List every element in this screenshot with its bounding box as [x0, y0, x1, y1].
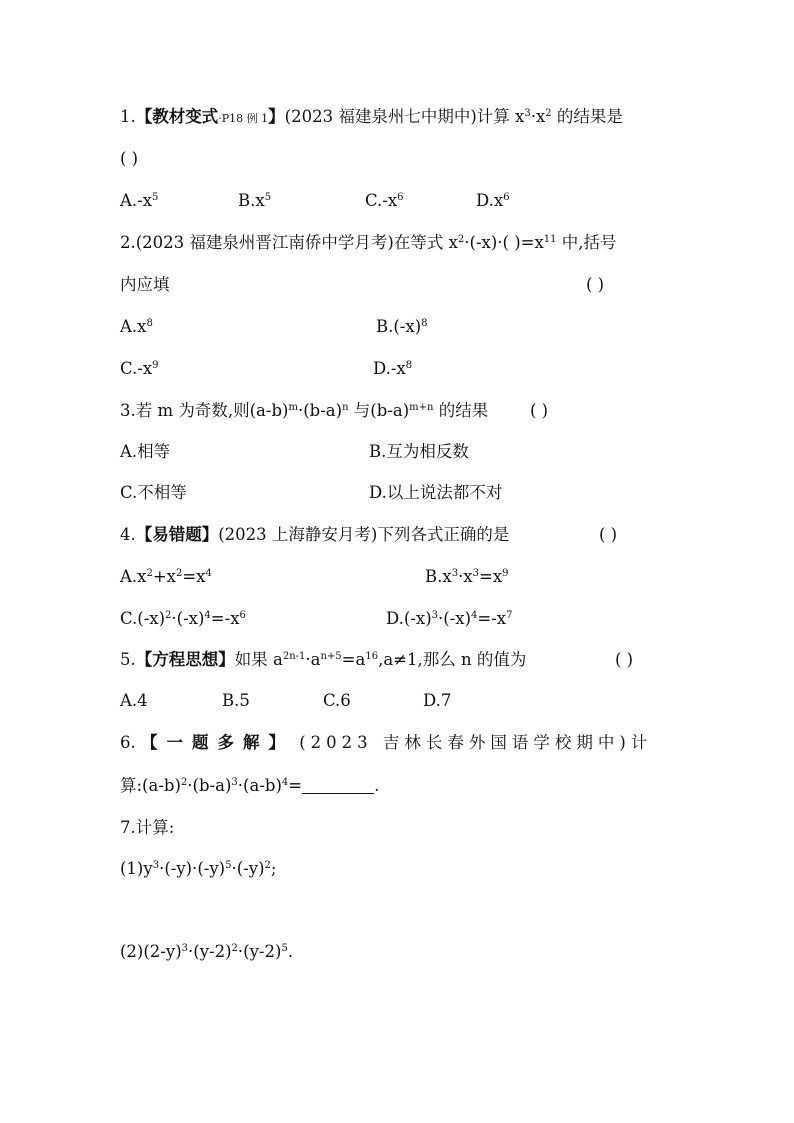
q7-part-1: $(1)y^3\cdot(-y)\cdot(-y)^5\cdot(-y)^2$; [120, 859, 277, 878]
q6-expression-line: 算$:(a-b)^2\cdot(b-a)^3\cdot(a-b)^4=$ . [120, 776, 380, 795]
question-2-stem: 2.(2023 福建泉州晋江南侨中学月考)在等式 $x^2\cdot(-x)\cdot$( )$=x^{11}$ 中,括号 [120, 233, 617, 252]
q5-option-b: B.5 [222, 691, 250, 710]
q7-part-2: $(2)(2-y)^3\cdot(y-2)^2\cdot(y-2)^5$. [120, 942, 294, 961]
q5-option-d: D.7 [423, 691, 452, 710]
q1-option-a: $A.-x^5$ [120, 191, 159, 210]
q4-option-d: $D.(-x)^3\cdot(-x)^4=-x^7$ [386, 609, 513, 628]
question-5-stem: 5.【方程思想】如果 $a^{2n-1}\cdot a^{n+5}=a^{16},a\ne 1$,那么 n 的值为 [120, 650, 527, 669]
q4-option-a: $A.x^2+x^2=x^4$ [120, 567, 212, 586]
q4-answer-paren: ( ) [599, 525, 618, 544]
q3-option-a: A.相等 [120, 442, 171, 461]
q5-option-a: A.4 [120, 691, 148, 710]
q2-option-c: $C.-x^9$ [120, 359, 159, 378]
q1-option-c: $C.-x^6$ [365, 191, 404, 210]
question-1-stem: 1.【教材变式·P18 例 1】(2023 福建泉州七中期中)计算 $x^3\cdot x^2$ 的结果是 [120, 107, 623, 126]
q1-answer-paren: ( ) [120, 149, 139, 168]
question-3-stem: 3.若 m 为奇数,则$(a-b)^m\cdot(b-a)^n$ 与$(b-a)^{m+n}$ 的结果 [120, 401, 489, 420]
question-7-title: 7.计算: [120, 818, 175, 837]
q6-answer-blank[interactable] [302, 779, 374, 794]
q2-stem-line2: 内应填 [120, 275, 170, 294]
question-4-stem: 4.【易错题】(2023 上海静安月考)下列各式正确的是 [120, 525, 510, 544]
q1-option-d: $D.x^6$ [476, 191, 510, 210]
q1-tag: 【教材变式·P18 例 1】 [135, 107, 285, 126]
q3-option-c: C.不相等 [120, 483, 187, 502]
q5-answer-paren: ( ) [615, 650, 634, 669]
q3-option-b: B.互为相反数 [369, 442, 469, 461]
q6-tag: 【一题多解】 [141, 733, 294, 752]
q4-option-b: $B.x^3\cdot x^3=x^9$ [425, 567, 509, 586]
q2-option-d: $D.-x^8$ [373, 359, 413, 378]
q3-option-d: D.以上说法都不对 [369, 483, 503, 502]
question-6-stem: 6. 【一题多解】 (2023 吉林长春外国语学校期中)计 [120, 733, 653, 752]
q5-option-c: C.6 [323, 691, 351, 710]
q4-option-c: $C.(-x)^2\cdot(-x)^4=-x^6$ [120, 609, 246, 628]
q5-tag: 【方程思想】 [135, 650, 235, 669]
q2-option-b: $B.(-x)^8$ [376, 317, 428, 336]
q1-option-b: $B.x^5$ [238, 191, 272, 210]
q2-option-a: $A.x^8$ [120, 317, 153, 336]
q2-answer-paren: ( ) [586, 275, 605, 294]
q4-tag: 【易错题】 [135, 525, 219, 544]
q3-answer-paren: ( ) [530, 401, 549, 420]
